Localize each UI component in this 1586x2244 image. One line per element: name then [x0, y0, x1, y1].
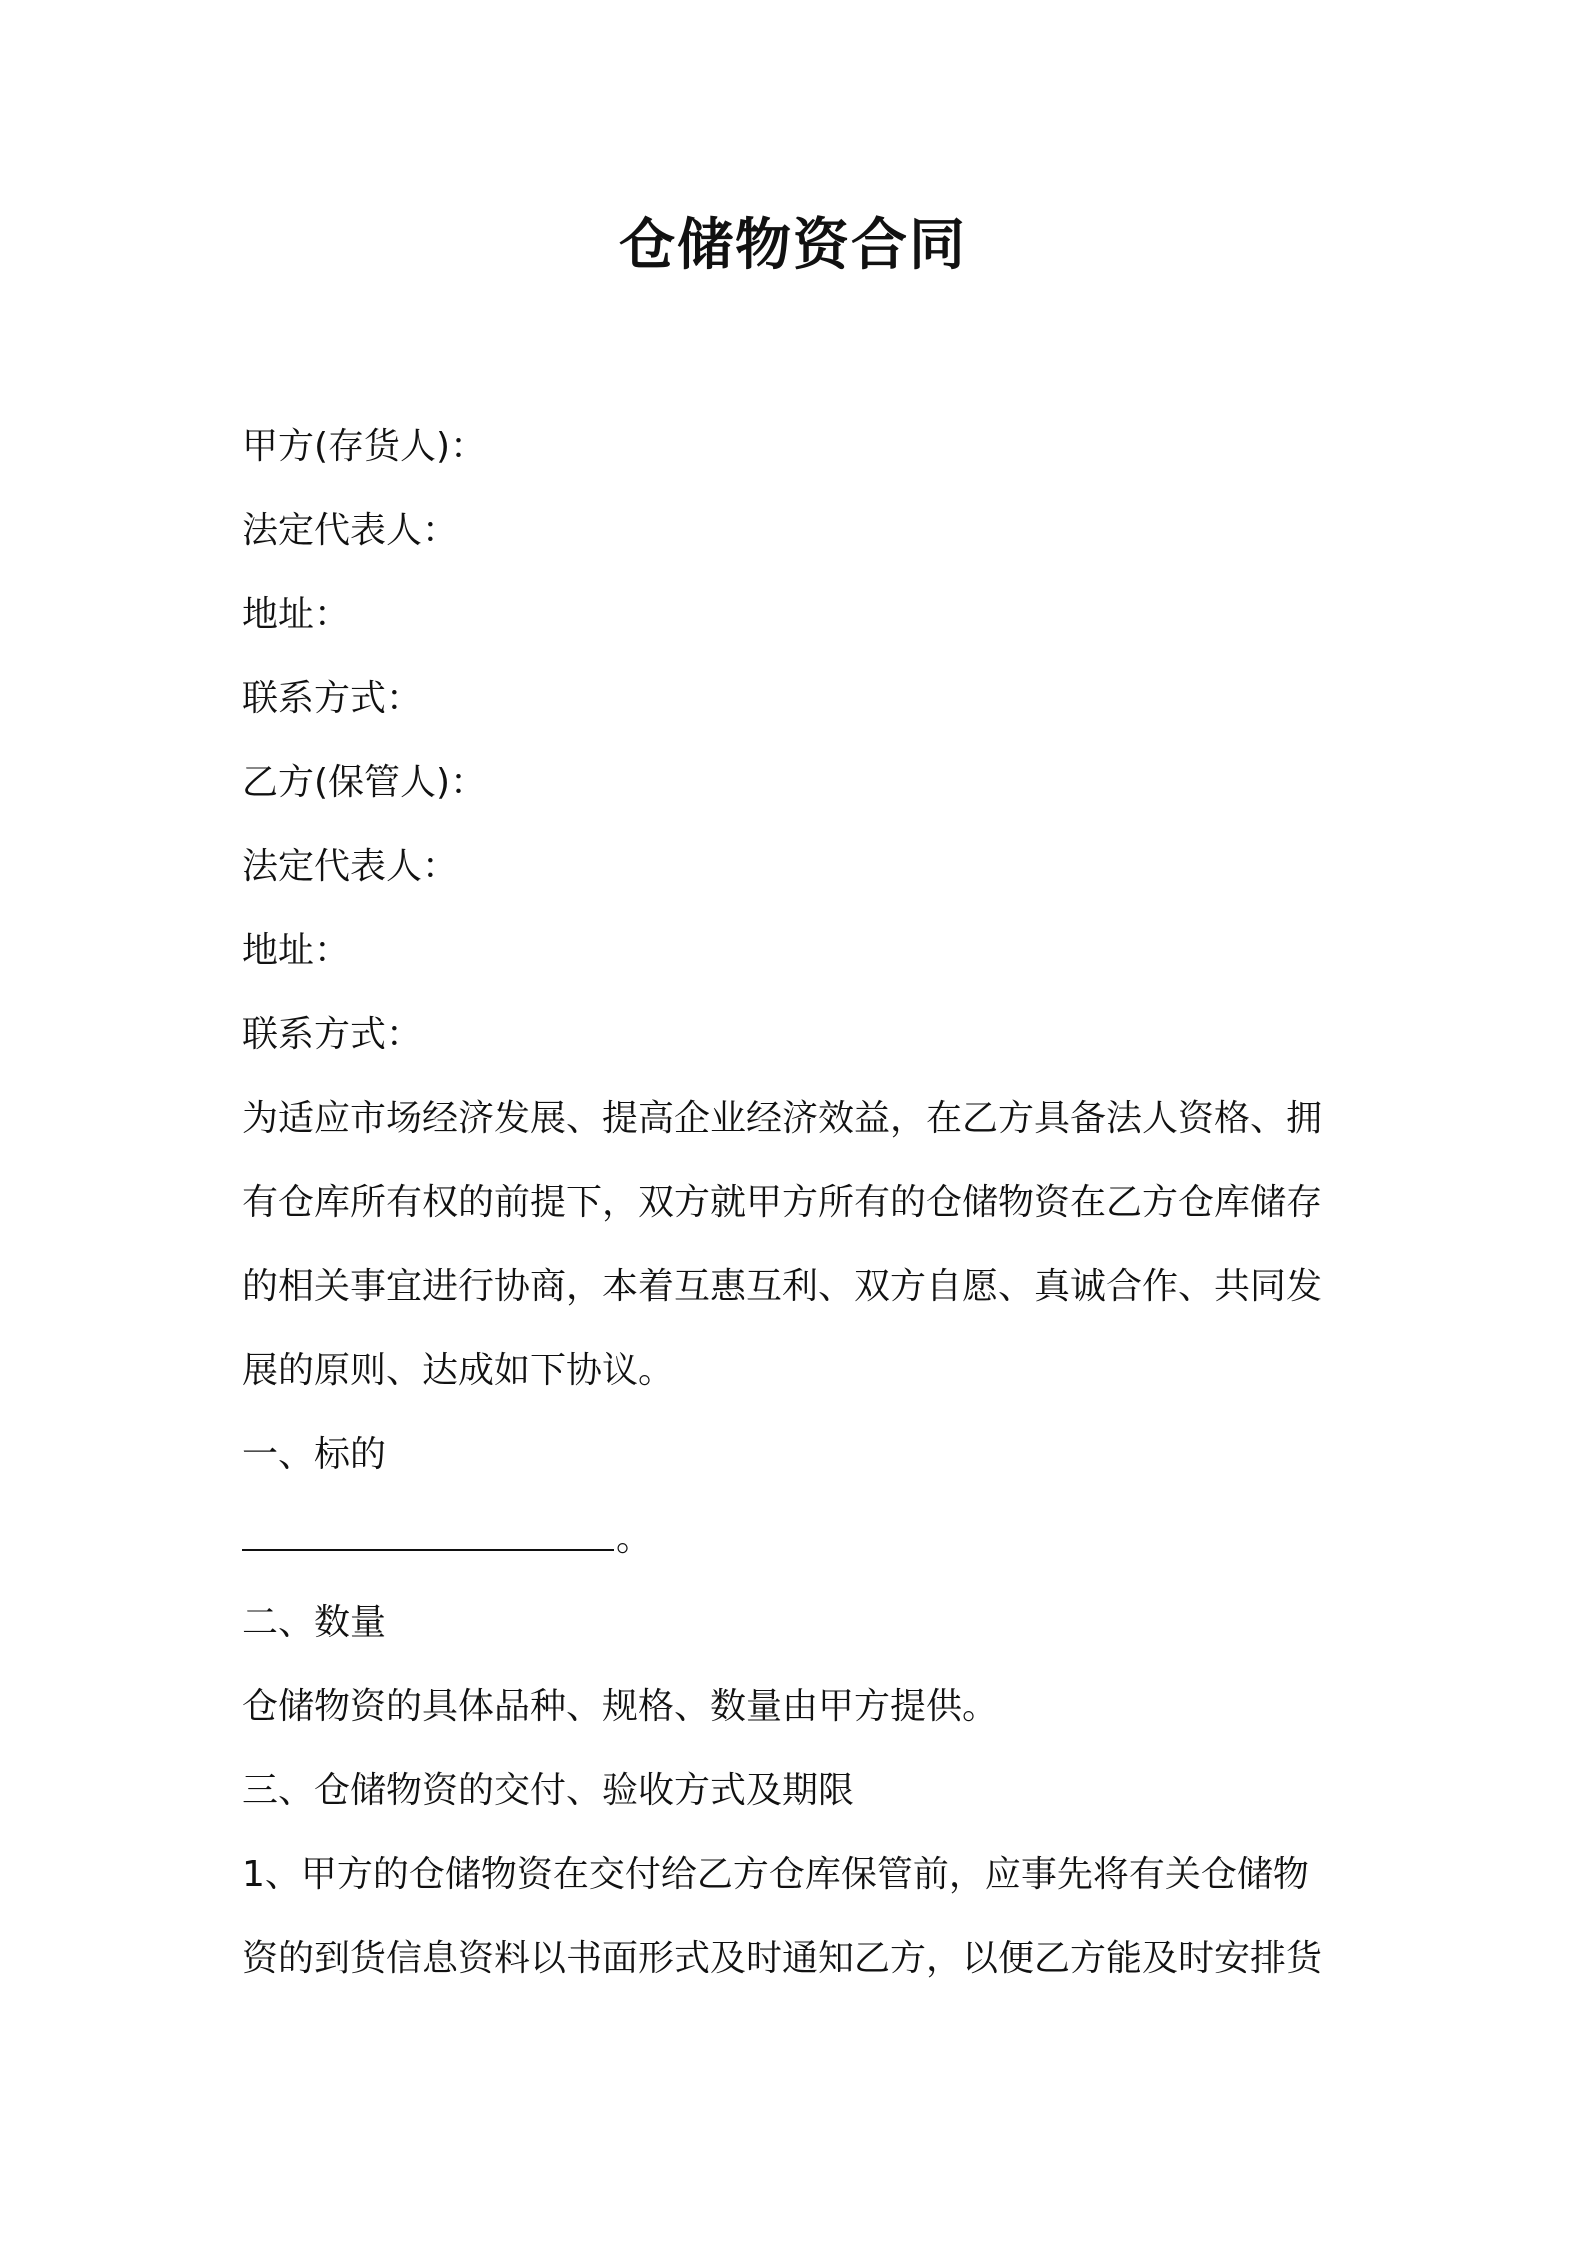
preamble-line: 的相关事宜进行协商，本着互惠互利、双方自愿、真诚合作、共同发	[242, 1266, 1323, 1307]
party-a-address: 地址：	[242, 594, 351, 635]
section-1-blank-line	[242, 1497, 1354, 1581]
party-a-contact: 联系方式：	[242, 678, 423, 719]
party-b-contact: 联系方式：	[242, 1014, 423, 1055]
party-b-address: 地址：	[242, 930, 351, 971]
party-a-representative: 法定代表人：	[242, 510, 459, 551]
section-2-heading: 二、数量	[242, 1602, 387, 1643]
document-body	[242, 405, 1354, 2001]
item-line: 资的到货信息资料以书面形式及时通知乙方，以便乙方能及时安排货	[242, 1938, 1323, 1979]
section-3-item-1	[242, 1833, 1354, 2001]
item-line: 1、甲方的仓储物资在交付给乙方仓库保管前，应事先将有关仓储物	[242, 1854, 1309, 1895]
party-b-heading: 乙方(保管人)：	[242, 762, 487, 803]
preamble-line: 为适应市场经济发展、提高企业经济效益，在乙方具备法人资格、拥	[242, 1098, 1323, 1139]
fill-in-blank	[242, 1497, 614, 1551]
section-2-text: 仓储物资的具体品种、规格、数量由甲方提供。	[242, 1686, 999, 1727]
party-b-representative: 法定代表人：	[242, 846, 459, 887]
preamble-line: 有仓库所有权的前提下，双方就甲方所有的仓储物资在乙方仓库储存	[242, 1182, 1323, 1223]
blank-suffix: 。	[616, 1518, 653, 1559]
preamble-paragraph	[242, 1077, 1354, 1413]
document-title: 仓储物资合同	[619, 213, 967, 278]
preamble-line: 展的原则、达成如下协议。	[242, 1350, 675, 1391]
party-a-heading: 甲方(存货人)：	[242, 426, 487, 467]
section-1-heading: 一、标的	[242, 1434, 387, 1475]
section-3-heading: 三、仓储物资的交付、验收方式及期限	[242, 1770, 855, 1811]
